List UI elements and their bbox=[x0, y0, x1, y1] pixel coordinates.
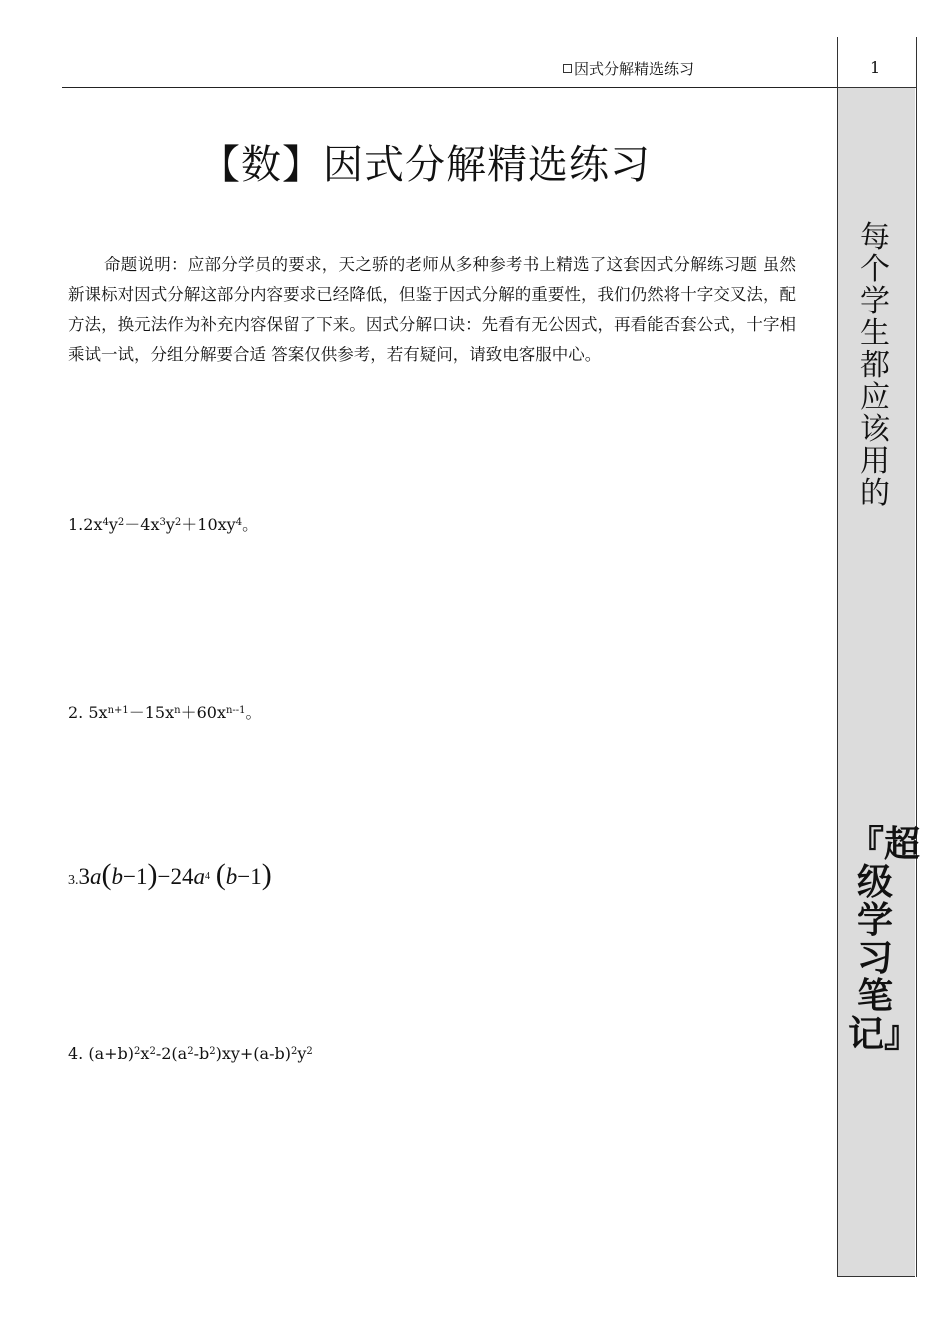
expr-term: −24 bbox=[157, 864, 194, 889]
expr-exponent: 2 bbox=[306, 1046, 313, 1057]
expr-variable: b bbox=[111, 864, 123, 889]
expr-exponent: 2 bbox=[290, 1046, 298, 1057]
expr-exponent: 2 bbox=[209, 1046, 216, 1057]
expr-exponent: 2 bbox=[149, 1046, 156, 1057]
expr-exponent: n+1 bbox=[107, 705, 129, 716]
square-bullet-icon bbox=[563, 64, 572, 73]
document-title: 【数】因式分解精选练习 bbox=[200, 142, 651, 188]
sidebar-slogan-bottom: 『超级学习笔记』 bbox=[848, 824, 921, 1055]
intro-paragraph: 命题说明：应部分学员的要求，天之骄的老师从多种参考书上精选了这套因式分解练习题 虽然新课标对因式分解这部分内容要求已经降低，但鉴于因式分解的重要性，我们仍然将十字交叉法，配方法，换元法作为补充内容保留了下来。因式分解口诀：先看有无公因式，再看能否套公式，十字相乘试一试，分组分解要合适 答案仅供参考，若有疑问，请致电客服中心。 bbox=[68, 255, 796, 364]
expr-exponent: 3 bbox=[159, 517, 166, 528]
expr-term: y bbox=[108, 515, 118, 534]
question-4 bbox=[68, 1044, 313, 1063]
expr-term: 5x bbox=[88, 703, 108, 722]
expr-paren: ) bbox=[147, 858, 158, 891]
expr-exponent: 4 bbox=[102, 517, 109, 528]
page-number: 1 bbox=[870, 58, 881, 77]
expr-term: ＋10xy bbox=[181, 515, 236, 534]
sidebar-slogan-top: 每个学生都应该用的 bbox=[860, 220, 890, 511]
header-title bbox=[563, 58, 694, 79]
expr-term: )xy+(a-b) bbox=[215, 1044, 291, 1063]
expr-term: 3 bbox=[78, 864, 90, 889]
expr-exponent: n bbox=[174, 705, 181, 716]
expr-exponent: 2 bbox=[134, 1046, 141, 1057]
expr-term: 。 bbox=[245, 703, 262, 722]
question-2 bbox=[68, 700, 262, 723]
expr-paren: ( bbox=[215, 858, 226, 891]
expr-exponent: 2 bbox=[187, 1046, 194, 1057]
expr-term: －4x bbox=[124, 515, 160, 534]
expr-term: －15x bbox=[128, 703, 175, 722]
question-number: 3. bbox=[68, 873, 79, 888]
expr-exponent: 4 bbox=[235, 517, 243, 528]
expr-term: -2(a bbox=[155, 1044, 188, 1063]
expr-term: 2x bbox=[83, 515, 103, 534]
expr-exponent: n--1 bbox=[225, 705, 246, 716]
expr-term: −1 bbox=[123, 864, 148, 889]
expr-term: 。 bbox=[242, 515, 259, 534]
expr-term: ＋60x bbox=[180, 703, 226, 722]
expr-exponent: 2 bbox=[117, 517, 125, 528]
question-1 bbox=[68, 512, 258, 535]
expr-paren: ( bbox=[101, 858, 112, 891]
expr-exponent: 4 bbox=[204, 871, 210, 882]
expr-term: −1 bbox=[237, 864, 262, 889]
question-number: 1. bbox=[68, 515, 84, 534]
header-title-text: 因式分解精选练习 bbox=[574, 60, 695, 78]
expr-exponent: 2 bbox=[174, 517, 182, 528]
expr-paren: ) bbox=[261, 858, 272, 891]
question-3 bbox=[68, 858, 272, 892]
expr-variable: a bbox=[193, 864, 205, 889]
question-number: 4. bbox=[68, 1044, 89, 1063]
expr-variable: b bbox=[225, 864, 238, 889]
header-divider bbox=[62, 87, 838, 88]
expr-term: y bbox=[165, 515, 175, 534]
expr-term: x bbox=[140, 1044, 150, 1063]
expr-term: y bbox=[297, 1044, 307, 1063]
expr-variable: a bbox=[90, 864, 102, 889]
expr-term: (a+b) bbox=[88, 1044, 135, 1063]
expr-term: -b bbox=[193, 1044, 210, 1063]
question-number: 2. bbox=[68, 703, 89, 722]
